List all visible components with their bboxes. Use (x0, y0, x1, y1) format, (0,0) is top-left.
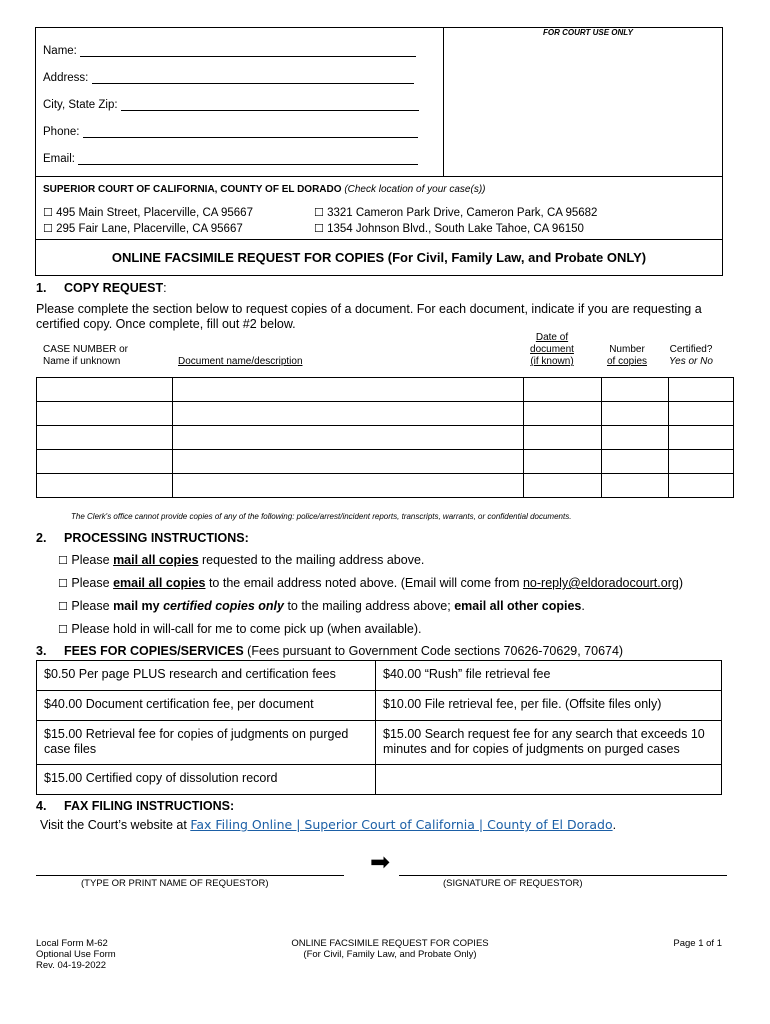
table-cell-input[interactable] (37, 378, 173, 402)
court-title: SUPERIOR COURT OF CALIFORNIA, COUNTY OF EL DORADO (43, 184, 342, 195)
fee-cell: $10.00 File retrieval fee, per file. (Offsite files only) (376, 691, 722, 721)
col-case-line2: Name if unknown (43, 356, 121, 367)
form-revision: Rev. 04-19-2022 (36, 960, 107, 971)
table-cell-input[interactable] (173, 378, 524, 402)
section4-text-line (40, 817, 616, 832)
fees-row (37, 691, 722, 721)
name-label: Name: (43, 45, 77, 57)
location-option-2[interactable] (43, 222, 243, 235)
city-field[interactable] (43, 99, 419, 111)
fees-row (37, 721, 722, 765)
section3-number: 3. (36, 644, 47, 658)
footer-center (270, 938, 510, 960)
table-row (37, 402, 734, 426)
table-cell-input[interactable] (524, 426, 602, 450)
processing-option-email[interactable] (58, 576, 683, 590)
table-cell-input[interactable] (524, 378, 602, 402)
email-address[interactable]: no-reply@eldoradocourt.org (522, 576, 679, 590)
col-date-line1: Date of (535, 332, 569, 343)
fee-cell: $40.00 Document certification fee, per document (37, 691, 376, 721)
table-cell-input[interactable] (669, 378, 734, 402)
name-field[interactable] (43, 45, 416, 57)
signature-line[interactable] (399, 875, 727, 876)
table-cell-input[interactable] (602, 426, 669, 450)
form-number: Local Form M-62 (36, 938, 108, 949)
text: . (581, 599, 585, 613)
col-case-line1: CASE NUMBER or (43, 344, 129, 355)
table-cell-input[interactable] (37, 402, 173, 426)
col-number-line2: of copies (606, 356, 648, 367)
footer-subtitle: (For Civil, Family Law, and Probate Only) (303, 949, 477, 960)
footer-title: ONLINE FACSIMILE REQUEST FOR COPIES (291, 938, 489, 949)
fees-row (37, 765, 722, 795)
table-cell-input[interactable] (173, 450, 524, 474)
table-row (37, 378, 734, 402)
disclaimer: The Clerk's office cannot provide copies of any of the following: police/arrest/incident reports, transcripts, warrants, or confidential documents. (71, 512, 572, 521)
fee-cell (376, 765, 722, 795)
col-date-line3: (if known) (530, 356, 574, 367)
footer-left (36, 938, 116, 971)
text: mail all copies (113, 553, 199, 567)
location-option-3[interactable] (314, 206, 597, 219)
table-cell-input[interactable] (602, 450, 669, 474)
section4-period: . (612, 818, 617, 832)
text: to the email address noted above. (Email will come from (205, 576, 523, 590)
fees-row (37, 661, 722, 691)
address-field[interactable] (43, 72, 414, 84)
name-caption: (TYPE OR PRINT NAME OF REQUESTOR) (81, 878, 269, 889)
fee-cell: $15.00 Retrieval fee for copies of judgments on purged case files (37, 721, 376, 765)
section4-heading: FAX FILING INSTRUCTIONS: (64, 799, 235, 813)
text: email all copies (113, 576, 206, 590)
section2-number: 2. (36, 531, 47, 545)
table-cell-input[interactable] (37, 474, 173, 498)
fee-cell: $15.00 Certified copy of dissolution record (37, 765, 376, 795)
col-document: Document name/description (178, 356, 303, 367)
phone-label: Phone: (43, 126, 80, 138)
col-certified-line2: Yes or No (669, 356, 713, 367)
table-cell-input[interactable] (173, 402, 524, 426)
text: requested to the mailing address above. (198, 553, 425, 567)
location-option-4[interactable] (314, 222, 584, 235)
section3-subheading: (Fees pursuant to Government Code sections 70626-70629, 70674) (243, 644, 624, 658)
form-title-box (35, 240, 723, 276)
location-option-1[interactable] (43, 206, 253, 219)
table-row (37, 474, 734, 498)
section2-heading: PROCESSING INSTRUCTIONS: (64, 531, 249, 545)
table-cell-input[interactable] (37, 426, 173, 450)
text: Please (71, 599, 114, 613)
section1-colon: : (163, 281, 167, 295)
address-label: Address: (43, 72, 89, 84)
name-signature-line[interactable] (36, 875, 344, 876)
court-note: (Check location of your case(s)) (344, 184, 486, 195)
table-cell-input[interactable] (173, 426, 524, 450)
fee-cell: $40.00 “Rush” file retrieval fee (376, 661, 722, 691)
form-title: ONLINE FACSIMILE REQUEST FOR COPIES (For Civil, Family Law, and Probate ONLY) (111, 250, 647, 265)
col-number (604, 344, 650, 368)
table-cell-input[interactable] (173, 474, 524, 498)
name-line (80, 45, 416, 57)
table-cell-input[interactable] (602, 402, 669, 426)
table-row (37, 426, 734, 450)
section1-heading-line (64, 281, 167, 295)
section4-text: Visit the Court’s website at (40, 818, 191, 832)
text: to the mailing address above; (283, 599, 455, 613)
table-cell-input[interactable] (37, 450, 173, 474)
table-cell-input[interactable] (524, 474, 602, 498)
arrow-right-icon: ➡ (370, 848, 391, 876)
checkbox-icon[interactable]: ☐ (314, 222, 324, 235)
col-case-number (43, 344, 128, 368)
table-cell-input[interactable] (602, 474, 669, 498)
fax-filing-link[interactable]: Fax Filing Online | Superior Court of California | County of El Dorado (190, 817, 613, 832)
table-cell-input[interactable] (524, 450, 602, 474)
processing-option-mail[interactable] (58, 553, 424, 567)
city-label: City, State Zip: (43, 99, 118, 111)
text: Please (71, 553, 114, 567)
location-label: 3321 Cameron Park Drive, Cameron Park, CA 95682 (327, 207, 598, 219)
court-use-label: FOR COURT USE ONLY (543, 28, 633, 37)
table-cell-input[interactable] (524, 402, 602, 426)
table-row (37, 450, 734, 474)
text: certified copies only (163, 599, 284, 613)
checkbox-icon[interactable]: ☐ (43, 222, 53, 235)
checkbox-icon[interactable]: ☐ (314, 206, 324, 219)
section3-heading: FEES FOR COPIES/SERVICES (64, 644, 244, 658)
section1-number: 1. (36, 281, 47, 295)
phone-field[interactable] (43, 126, 418, 138)
col-date (529, 332, 575, 368)
signature-caption: (SIGNATURE OF REQUESTOR) (443, 878, 583, 889)
email-field[interactable] (43, 153, 418, 165)
col-certified (665, 344, 717, 368)
fees-table (36, 660, 722, 795)
table-cell-input[interactable] (669, 450, 734, 474)
section3-heading-line (64, 644, 623, 658)
location-label: 495 Main Street, Placerville, CA 95667 (56, 207, 253, 219)
page-number: Page 1 of 1 (673, 938, 722, 949)
table-cell-input[interactable] (669, 426, 734, 450)
checkbox-icon[interactable]: ☐ (58, 554, 68, 567)
section1-instructions: Please complete the section below to request copies of a document. For each document, indicate if you are requesting a certified copy. Once complete, fill out #2 below. (36, 302, 702, 331)
table-cell-input[interactable] (669, 474, 734, 498)
checkbox-icon[interactable]: ☐ (58, 577, 68, 590)
city-line (121, 99, 419, 111)
table-cell-input[interactable] (669, 402, 734, 426)
copy-request-table (36, 377, 734, 498)
checkbox-icon[interactable]: ☐ (43, 206, 53, 219)
text: ) (678, 576, 683, 590)
header-divider (443, 27, 444, 177)
location-label: 1354 Johnson Blvd., South Lake Tahoe, CA 96150 (327, 223, 584, 235)
email-line (78, 153, 418, 165)
col-certified-line1: Certified? (669, 344, 713, 355)
col-date-line2: document (530, 344, 574, 355)
checkbox-icon[interactable]: ☐ (58, 623, 68, 636)
phone-line (83, 126, 418, 138)
processing-option-will-call[interactable] (58, 622, 422, 636)
form-use: Optional Use Form (36, 949, 116, 960)
text: Please hold in will-call for me to come pick up (when available). (71, 622, 422, 636)
col-number-line1: Number (609, 344, 645, 355)
address-line (92, 72, 414, 84)
section4-number: 4. (36, 799, 47, 813)
checkbox-icon[interactable]: ☐ (58, 600, 68, 613)
fee-cell: $0.50 Per page PLUS research and certification fees (37, 661, 376, 691)
text: email all other copies (454, 599, 582, 613)
processing-option-mail-certified[interactable] (58, 599, 585, 613)
table-cell-input[interactable] (602, 378, 669, 402)
court-title-line (43, 184, 485, 195)
text: Please (71, 576, 114, 590)
text: mail my (113, 599, 164, 613)
section1-heading: COPY REQUEST (64, 281, 164, 295)
location-label: 295 Fair Lane, Placerville, CA 95667 (56, 223, 243, 235)
fee-cell: $15.00 Search request fee for any search that exceeds 10 minutes and for copies of judgments on purged cases (376, 721, 722, 765)
email-label: Email: (43, 153, 75, 165)
